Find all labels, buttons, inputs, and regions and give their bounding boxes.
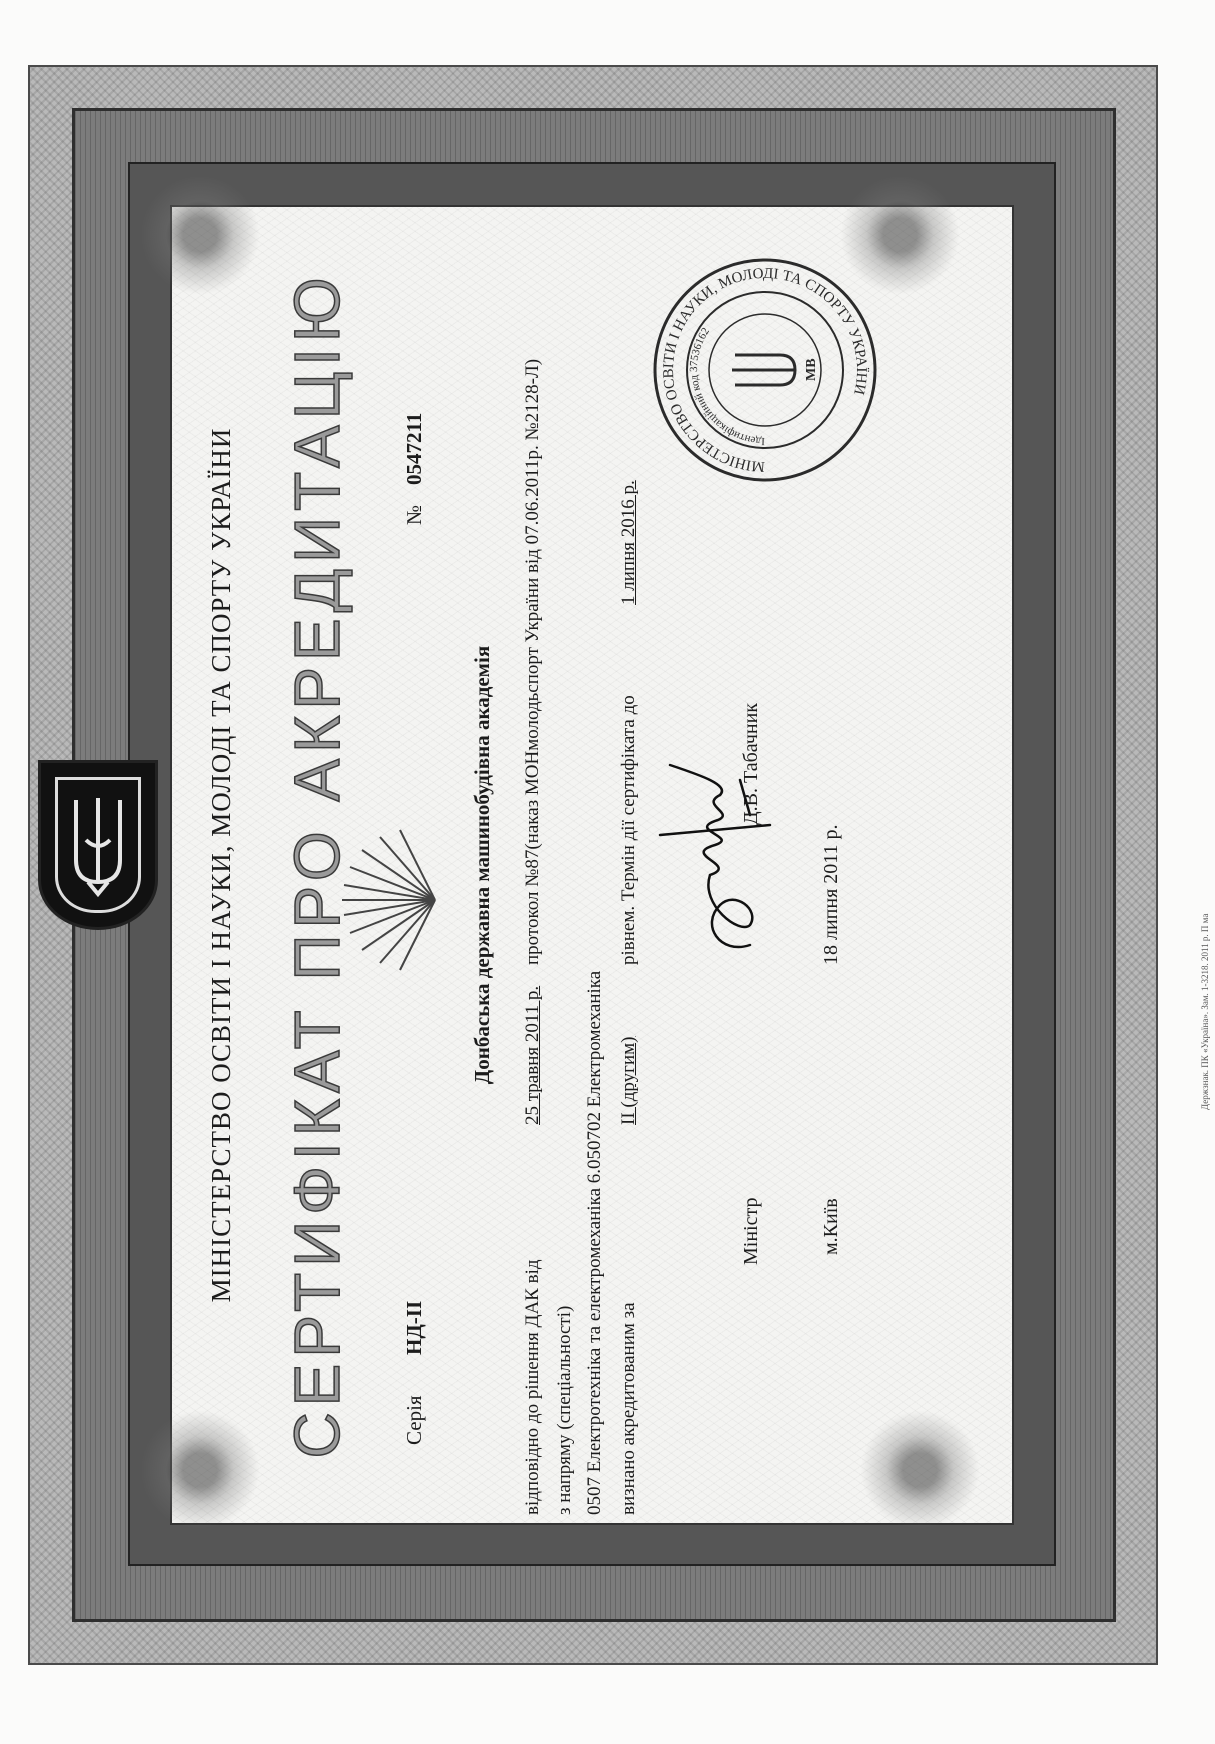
certificate-content — [170, 205, 1014, 1525]
seal-center-mark: МВ — [804, 358, 819, 381]
minister-label: Міністр — [740, 1197, 762, 1265]
decision-date: 25 травня 2011 р. — [522, 985, 543, 1125]
series-label: Серія — [402, 1395, 426, 1445]
validity-date: 1 липня 2016 р. — [618, 480, 639, 605]
decision-prefix: відповідно до рішення ДАК від — [522, 1259, 543, 1515]
number-label: № — [402, 504, 426, 525]
series-value: НД-ІІ — [402, 1300, 426, 1355]
official-seal-icon — [650, 255, 880, 485]
institution-name: Донбаська державна машинобудівна академія — [470, 645, 494, 1085]
specialty-label: з напряму (спеціальності) — [554, 1305, 575, 1515]
ministry-heading: МІНІСТЕРСТВО ОСВІТИ І НАУКИ, МОЛОДІ ТА СПОРТУ УКРАЇНИ — [206, 427, 236, 1303]
protocol-text: протокол №87(наказ МОНмолодьспорт України від 07.06.2011р. №2128-Л) — [522, 358, 543, 965]
accreditation-level: ІІ (другим) — [618, 1036, 639, 1125]
issue-city: м.Київ — [820, 1198, 842, 1255]
certificate-number: 0547211 — [402, 412, 426, 485]
specialty-value: 0507 Електротехніка та електромеханіка 6.050702 Електромеханіка — [584, 970, 605, 1515]
issue-date: 18 липня 2011 р. — [820, 824, 842, 965]
signature-icon — [640, 745, 790, 965]
printer-note: Держзнак. ПК «Україна». Зам. 1-3218. 2011 р. П ма — [1200, 913, 1210, 1110]
seal-inner-text: Ідентифікаційний код 37536162 — [687, 325, 766, 448]
accreditation-prefix: визнано акредитованим за — [618, 1302, 639, 1515]
minister-name: Д.В. Табачник — [740, 702, 762, 825]
coat-of-arms-icon — [38, 760, 158, 930]
validity-label: рівнем. Термін дії сертифіката до — [618, 695, 639, 965]
certificate-title: СЕРТИФІКАТ ПРО АКРЕДИТАЦІЮ — [281, 271, 353, 1459]
rosette-emblem-icon — [340, 815, 440, 985]
seal-outer-text: МІНІСТЕРСТВО ОСВІТИ І НАУКИ, МОЛОДІ ТА СПОРТУ УКРАЇНИ — [660, 265, 870, 475]
trident-icon — [55, 777, 141, 913]
